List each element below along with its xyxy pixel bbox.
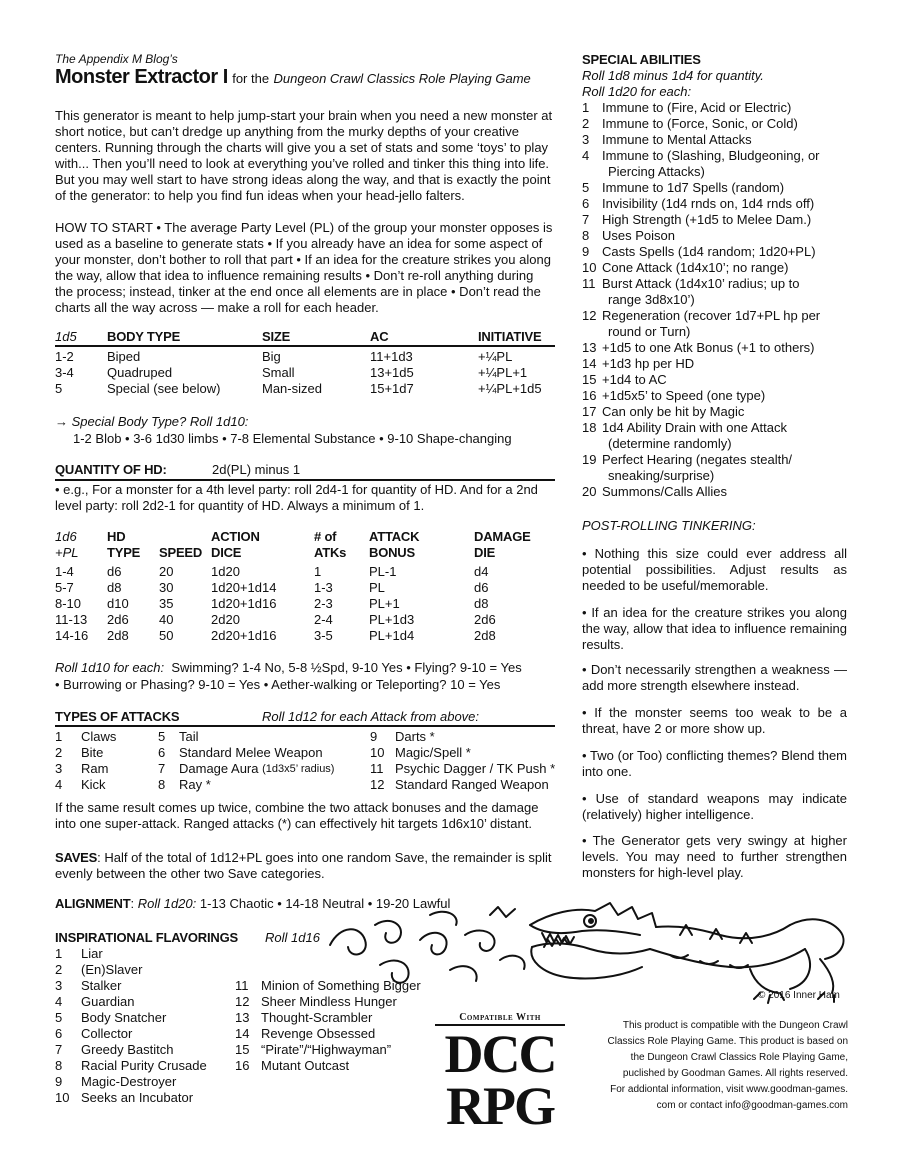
- list-item: 18 1d4 Ability Drain with one Attack (determine randomly): [582, 420, 787, 451]
- list-item: 11 Burst Attack (1d4x10’ radius; up to range 3d8x10’): [582, 276, 800, 307]
- table-cell: 5: [55, 381, 63, 396]
- table-cell: PL+1d3: [369, 612, 415, 627]
- list-item: 7 Damage Aura (1d3x5’ radius): [158, 761, 335, 776]
- tinkering-item: • If the monster seems too weak to be a threat, have 2 or more show up.: [582, 705, 847, 736]
- table-cell: 50: [159, 628, 174, 643]
- list-item: 14 Revenge Obsessed: [235, 1026, 376, 1041]
- table-header-cell: DAMAGE: [474, 529, 531, 544]
- aura-note: (1d3x5’ radius): [262, 763, 335, 775]
- table-cell: 5-7: [55, 580, 74, 595]
- tinkering-item: • The Generator gets very swingy at higher levels. You may need to further strengthen monsters for high-level play.: [582, 833, 847, 880]
- list-item: 6 Collector: [55, 1026, 133, 1041]
- table-cell: 11+1d3: [370, 349, 413, 364]
- table-cell: 2-4: [314, 612, 333, 627]
- table-header-cell: DIE: [474, 545, 496, 560]
- list-item: 8 Ray *: [158, 777, 211, 792]
- list-item: 17 Can only be hit by Magic: [582, 404, 745, 419]
- table-header-cell: [159, 529, 211, 545]
- saves-label: SAVES: [55, 850, 98, 865]
- table-header-cell: ATTACK: [369, 529, 420, 544]
- table-cell: 13+1d5: [370, 365, 414, 380]
- table-cell: d4: [474, 564, 489, 579]
- page-title: [55, 66, 531, 89]
- title-text: Monster Extractor I: [55, 66, 228, 88]
- list-item: 19 Perfect Hearing (negates stealth/ sneaking/surprise): [582, 452, 793, 483]
- table-cell: 1d20+1d14: [211, 580, 277, 595]
- legal-notice: [578, 1018, 848, 1114]
- table-row: [55, 612, 555, 628]
- tinkering-item: • Don’t necessarily strengthen a weakness — add more strength elsewhere instead.: [582, 662, 847, 693]
- table-row: [55, 365, 555, 381]
- table-header-cell: INITIATIVE: [478, 329, 542, 344]
- special-body-options: 1-2 Blob • 3-6 1d30 limbs • 7-8 Elemental Substance • 9-10 Shape-changing: [73, 431, 512, 446]
- table-cell: PL+1d4: [369, 628, 415, 643]
- list-item: 20 Summons/Calls Allies: [582, 484, 727, 499]
- table-cell: 1-2: [55, 349, 74, 364]
- attacks-rule: [55, 725, 555, 727]
- list-item: 4 Kick: [55, 777, 106, 792]
- list-item: 5 Tail: [158, 729, 199, 744]
- body-table-header: [55, 329, 555, 345]
- list-item: 10 Cone Attack (1d4x10’; no range): [582, 260, 789, 275]
- table-cell: +¼PL: [478, 349, 513, 364]
- list-item: 12 Regeneration (recover 1d7+PL hp per round or Turn): [582, 308, 821, 339]
- list-item: 10 Seeks an Incubator: [55, 1090, 194, 1105]
- list-item: 2 (En)Slaver: [55, 962, 143, 977]
- list-item: 9 Darts *: [370, 729, 435, 744]
- flavorings-col-1: [55, 946, 235, 1106]
- legal-line: Classics Role Playing Game. This product is based on: [607, 1036, 848, 1047]
- hd-table-header: [55, 545, 555, 561]
- body-type-table: [55, 329, 555, 397]
- list-item: 3 Immune to Mental Attacks: [582, 132, 752, 147]
- table-cell: 11-13: [55, 612, 88, 627]
- list-item: 16 Mutant Outcast: [235, 1058, 350, 1073]
- table-row: [55, 580, 555, 596]
- table-header-cell: 1d5: [55, 329, 77, 344]
- list-item: 9 Magic-Destroyer: [55, 1074, 177, 1089]
- list-item: 5 Body Snatcher: [55, 1010, 167, 1025]
- table-cell: 30: [159, 580, 174, 595]
- table-cell: d10: [107, 596, 129, 611]
- table-header-cell: SIZE: [262, 329, 291, 344]
- list-item: 8 Uses Poison: [582, 228, 675, 243]
- table-cell: PL: [369, 580, 385, 595]
- attacks-roll: Roll 1d12 for each Attack from above:: [262, 709, 480, 724]
- table-cell: 2d20: [211, 612, 240, 627]
- special-roll-2: Roll 1d20 for each:: [582, 84, 692, 99]
- flavorings-roll: Roll 1d16: [265, 930, 320, 945]
- table-cell: Man-sized: [262, 381, 322, 396]
- table-row: [55, 564, 555, 580]
- table-cell: 3-5: [314, 628, 333, 643]
- list-item: 11 Psychic Dagger / TK Push *: [370, 761, 556, 776]
- list-item: 13 Thought-Scrambler: [235, 1010, 373, 1025]
- special-roll-1: Roll 1d8 minus 1d4 for quantity.: [582, 68, 764, 83]
- legal-line: the Dungeon Crawl Classics Role Playing Game,: [630, 1052, 848, 1063]
- table-cell: 35: [159, 596, 174, 611]
- list-item: 1 Liar: [55, 946, 103, 961]
- logo-line-2: RPG: [446, 1076, 554, 1136]
- attacks-col-2: [158, 729, 368, 793]
- logo-line-1: DCC: [444, 1024, 556, 1084]
- table-header-cell: BONUS: [369, 545, 415, 560]
- tinkering-item: • Nothing this size could ever address all potential possibilities. Adjust results as needed to be useful/memorable.: [582, 546, 847, 593]
- blog-name: The Appendix M Blog’s: [55, 52, 178, 66]
- dcc-rpg-logo: [435, 1012, 565, 1142]
- table-row: [55, 596, 555, 612]
- legal-line: puclished by Goodman Games. All rights reserved.: [622, 1068, 848, 1079]
- table-cell: 3-4: [55, 365, 74, 380]
- list-item: 7 Greedy Bastitch: [55, 1042, 174, 1057]
- table-cell: 2d20+1d16: [211, 628, 277, 643]
- subtitle-game: Dungeon Crawl Classics Role Playing Game: [273, 71, 531, 86]
- table-cell: d6: [474, 580, 489, 595]
- table-cell: 2-3: [314, 596, 333, 611]
- list-item: 4 Immune to (Slashing, Bludgeoning, or Piercing Attacks): [582, 148, 820, 179]
- table-row: [55, 349, 555, 365]
- table-cell: 20: [159, 564, 174, 579]
- legal-line: For addiontal information, visit www.goodman-games.: [610, 1084, 848, 1095]
- legal-line: This product is compatible with the Dungeon Crawl: [622, 1020, 848, 1031]
- table-cell: 8-10: [55, 596, 82, 611]
- list-item: 4 Guardian: [55, 994, 135, 1009]
- list-item: 2 Immune to (Force, Sonic, or Cold): [582, 116, 798, 131]
- table-cell: d8: [474, 596, 489, 611]
- flavorings-heading: INSPIRATIONAL FLAVORINGS: [55, 930, 238, 945]
- special-heading: SPECIAL ABILITIES: [582, 52, 701, 67]
- alignment-label: ALIGNMENT: [55, 896, 131, 911]
- hd-note: • e.g., For a monster for a 4th level party: roll 2d4-1 for quantity of HD. And for a 2nd level party: roll 2d2-1 for quantity of HD. Always a minimum of 1.: [55, 482, 538, 513]
- tinkering-item: • Use of standard weapons may indicate (relatively) higher intelligence.: [582, 791, 847, 822]
- table-cell: 2d6: [474, 612, 496, 627]
- table-cell: PL+1: [369, 596, 400, 611]
- intro-paragraph: This generator is meant to help jump-start your brain when you need a new monster at short notice, but can’t dredge up anything from the murky depths of your creative centers. Running through the charts will give you a set of stats and some ‘toys’ to play with... Then you’ll need to look at everything you’ve rolled and tinker this thing into life. But you may well start to have strong ideas along the way, and that is exactly the point of the generator: to help you find fun ideas when your head-jello falters.: [55, 108, 553, 203]
- table-header-cell: AC: [370, 329, 389, 344]
- alignment-roll: Roll 1d20:: [137, 896, 197, 911]
- list-item: 6 Invisibility (1d4 rnds on, 1d4 rnds off): [582, 196, 815, 211]
- table-row: [55, 628, 555, 644]
- legal-line: com or contact info@goodman-games.com: [656, 1100, 848, 1111]
- table-header-cell: TYPE: [107, 545, 141, 560]
- table-cell: Big: [262, 349, 281, 364]
- list-item: 2 Bite: [55, 745, 104, 760]
- list-item: 14 +1d3 hp per HD: [582, 356, 695, 371]
- list-item: 7 High Strength (+1d5 to Melee Dam.): [582, 212, 812, 227]
- movement-lead: Roll 1d10 for each:: [55, 660, 165, 675]
- table-cell: +¼PL+1d5: [478, 381, 542, 396]
- table-cell: 1-4: [55, 564, 74, 579]
- table-cell: 40: [159, 612, 174, 627]
- table-cell: Biped: [107, 349, 141, 364]
- alignment-text: 1-13 Chaotic • 14-18 Neutral • 19-20 Lawful: [199, 896, 451, 911]
- list-item: 9 Casts Spells (1d4 random; 1d20+PL): [582, 244, 816, 259]
- alignment-line: ALIGNMENT: Roll 1d20: 1-13 Chaotic • 14-18 Neutral • 19-20 Lawful: [55, 896, 451, 911]
- table-cell: PL-1: [369, 564, 397, 579]
- list-item: 15 +1d4 to AC: [582, 372, 667, 387]
- tinkering-item: • If an idea for the creature strikes you along the way, allow that idea to influence remaining results.: [582, 605, 847, 652]
- table-header-cell: BODY TYPE: [107, 329, 181, 344]
- table-header-cell: HD: [107, 529, 126, 544]
- table-cell: 2d8: [474, 628, 496, 643]
- table-cell: 1: [314, 564, 322, 579]
- table-cell: 1d20+1d16: [211, 596, 277, 611]
- compat-label: Compatible With: [435, 1012, 565, 1026]
- table-cell: 14-16: [55, 628, 89, 643]
- table-cell: d8: [107, 580, 122, 595]
- table-header-cell: ATKs: [314, 545, 347, 560]
- table-cell: +¼PL+1: [478, 365, 528, 380]
- attacks-col-3: [370, 729, 560, 793]
- list-item: 3 Ram: [55, 761, 109, 776]
- list-item: 1 Claws: [55, 729, 117, 744]
- saves-text: : Half of the total of 1d12+PL goes into one random Save, the remainder is split evenly between the other two Save categories.: [55, 850, 552, 881]
- table-header-cell: SPEED: [159, 545, 203, 560]
- list-item: 5 Immune to 1d7 Spells (random): [582, 180, 785, 195]
- list-item: 12 Sheer Mindless Hunger: [235, 994, 397, 1009]
- table-cell: 2d8: [107, 628, 129, 643]
- attacks-heading: TYPES OF ATTACKS: [55, 709, 180, 724]
- list-item: 6 Standard Melee Weapon: [158, 745, 323, 760]
- copyright: © 2016 Inner Ham: [758, 990, 840, 1001]
- table-cell: 2d6: [107, 612, 129, 627]
- hd-heading: QUANTITY OF HD:: [55, 462, 167, 477]
- table-header-cell: ACTION: [211, 529, 260, 544]
- attacks-col-1: [55, 729, 155, 793]
- tinkering-item: • Two (or Too) conflicting themes? Blend them into one.: [582, 748, 847, 779]
- list-item: 3 Stalker: [55, 978, 122, 993]
- movement-text: Swimming? 1-4 No, 5-8 ½Spd, 9-10 Yes • Flying? 9-10 = Yes: [171, 660, 522, 675]
- list-item: 10 Magic/Spell *: [370, 745, 471, 760]
- hd-formula: 2d(PL) minus 1: [212, 462, 301, 477]
- dragon-illustration: [320, 885, 860, 1005]
- list-item: 11 Minion of Something Bigger: [235, 978, 421, 993]
- movement-line-1: [55, 660, 522, 676]
- saves-paragraph: [55, 850, 555, 882]
- subtitle-pre: for the: [232, 71, 270, 86]
- hd-rule: [55, 479, 555, 481]
- table-header-cell: 1d6: [55, 529, 77, 544]
- list-item: 15 “Pirate”/“Highwayman”: [235, 1042, 392, 1057]
- table-cell: 1d20: [211, 564, 240, 579]
- hd-table-header: [55, 529, 555, 545]
- how-to-start-paragraph: HOW TO START • The average Party Level (PL) of the group your monster opposes is used as a baseline to generate stats • If you already have an idea for some aspect of your monster, don’t bother to roll that part • If an idea for the creature strikes you along the way, allow that idea to influence remaining results • Don’t re-roll anything during the process; instead, tinker at the end once all elements are in place • Don’t read the charts all the way across — make a roll for each header.: [55, 220, 553, 315]
- tinkering-heading: POST-ROLLING TINKERING:: [582, 518, 756, 533]
- list-item: 12 Standard Ranged Weapon: [370, 777, 549, 792]
- table-header-cell: DICE: [211, 545, 242, 560]
- table-cell: Quadruped: [107, 365, 173, 380]
- table-header-cell: # of: [314, 529, 337, 544]
- table-cell: 15+1d7: [370, 381, 414, 396]
- list-item: 13 +1d5 to one Atk Bonus (+1 to others): [582, 340, 815, 355]
- list-item: 8 Racial Purity Crusade: [55, 1058, 207, 1073]
- list-item: 1 Immune to (Fire, Acid or Electric): [582, 100, 792, 115]
- table-cell: Special (see below): [107, 381, 221, 396]
- table-row: [55, 381, 555, 397]
- attacks-note: If the same result comes up twice, combine the two attack bonuses and the damage into one super-attack. Ranged attacks (*) can effectively hit targets 1d6x10’ distant.: [55, 800, 539, 831]
- list-item: 16 +1d5x5’ to Speed (one type): [582, 388, 766, 403]
- special-list: [582, 100, 852, 500]
- table-cell: 1-3: [314, 580, 333, 595]
- hd-table: [55, 529, 555, 644]
- special-body-label: → Special Body Type? Roll 1d10:: [55, 414, 249, 429]
- table-cell: Small: [262, 365, 295, 380]
- table-cell: d6: [107, 564, 122, 579]
- movement-line-2: • Burrowing or Phasing? 9-10 = Yes • Aether-walking or Teleporting? 10 = Yes: [55, 677, 501, 692]
- table-header-cell: +PL: [55, 545, 79, 560]
